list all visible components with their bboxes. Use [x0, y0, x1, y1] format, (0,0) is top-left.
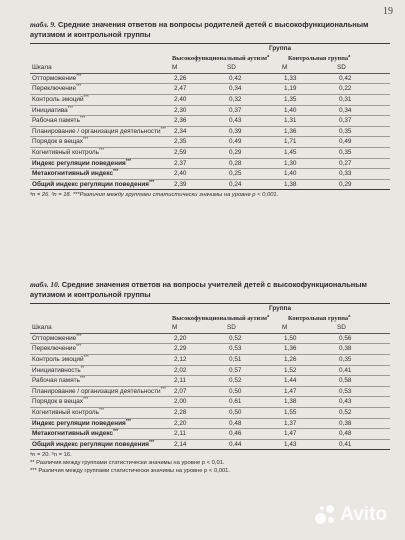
cell-sd2: 0,56 — [335, 333, 390, 344]
table-9-group-row — [30, 44, 390, 54]
cell-m1: 2,30 — [170, 105, 225, 116]
row-scale-name: Общий индекс регуляции поведения*** — [30, 179, 170, 190]
cell-m1: 2,11 — [170, 429, 225, 440]
cell-sd1: 0,52 — [225, 376, 280, 387]
cell-sd1: 0,50 — [225, 407, 280, 418]
table-9-group-header: Группа — [170, 44, 390, 54]
cell-m1: 2,00 — [170, 397, 225, 408]
row-scale-name: Инициативность** — [30, 365, 170, 376]
cell-sd2: 0,53 — [335, 386, 390, 397]
table-row — [30, 169, 390, 180]
cell-sd2: 0,41 — [335, 365, 390, 376]
cell-m2: 1,47 — [280, 429, 335, 440]
cell-m2: 1,71 — [280, 137, 335, 148]
table-row — [30, 158, 390, 169]
row-scale-name: Рабочая память*** — [30, 376, 170, 387]
table-10-label: табл. 10. — [30, 280, 60, 289]
row-scale-name: Когнитивный контроль*** — [30, 147, 170, 158]
cell-sd1: 0,61 — [225, 397, 280, 408]
cell-m2: 1,55 — [280, 407, 335, 418]
cell-sd2: 0,35 — [335, 126, 390, 137]
cell-sd2: 0,33 — [335, 169, 390, 180]
table-10-col-scale: Шкала — [30, 323, 170, 333]
cell-m2: 1,47 — [280, 386, 335, 397]
table-9 — [30, 20, 390, 200]
table-10-col-sd-ctrl: SD — [335, 323, 390, 333]
cell-sd2: 0,41 — [335, 439, 390, 450]
cell-sd2: 0,38 — [335, 344, 390, 355]
table-row — [30, 179, 390, 190]
table-10-col-m-hfa: М — [170, 323, 225, 333]
cell-sd2: 0,48 — [335, 429, 390, 440]
cell-m1: 2,28 — [170, 407, 225, 418]
table-10-column-header-row — [30, 323, 390, 333]
table-row — [30, 147, 390, 158]
table-9-grid — [30, 43, 390, 190]
table-10-note-1: ᵃn = 20. ᵇn = 16. — [30, 452, 72, 459]
cell-m1: 2,29 — [170, 344, 225, 355]
cell-m1: 2,40 — [170, 169, 225, 180]
table-row — [30, 418, 390, 429]
table-9-column-header-row — [30, 63, 390, 73]
cell-sd1: 0,52 — [225, 333, 280, 344]
row-scale-name: Индекс регуляции поведения*** — [30, 158, 170, 169]
cell-m2: 1,33 — [280, 73, 335, 84]
cell-m2: 1,37 — [280, 418, 335, 429]
table-10-note — [30, 452, 390, 475]
table-10-caption — [30, 280, 390, 299]
table-10-group-row — [30, 304, 390, 314]
row-scale-name: Индекс регуляции поведения*** — [30, 418, 170, 429]
cell-sd1: 0,37 — [225, 105, 280, 116]
cell-m1: 2,36 — [170, 116, 225, 127]
cell-sd2: 0,38 — [335, 418, 390, 429]
cell-sd1: 0,53 — [225, 344, 280, 355]
cell-m2: 1,38 — [280, 179, 335, 190]
cell-sd1: 0,50 — [225, 386, 280, 397]
cell-m1: 2,11 — [170, 376, 225, 387]
cell-m1: 2,47 — [170, 84, 225, 95]
cell-m1: 2,14 — [170, 439, 225, 450]
cell-sd1: 0,42 — [225, 73, 280, 84]
table-9-note: ᵃn = 26. ᵇn = 18. ***Различия между группами статистически значимы на уровне p < 0,001. — [30, 192, 279, 199]
row-scale-name: Когнитивный контроль*** — [30, 407, 170, 418]
table-row — [30, 397, 390, 408]
row-scale-name: Рабочая память*** — [30, 116, 170, 127]
cell-m1: 2,02 — [170, 365, 225, 376]
table-10-note-2: ** Различия между группами статистически значимы на уровне p < 0,01. — [30, 459, 225, 466]
table-10-body — [30, 333, 390, 450]
cell-sd2: 0,52 — [335, 407, 390, 418]
cell-sd1: 0,34 — [225, 84, 280, 95]
table-10-col-m-ctrl: М — [280, 323, 335, 333]
table-10 — [30, 280, 390, 475]
table-row — [30, 73, 390, 84]
table-9-col-scale: Шкала — [30, 63, 170, 73]
cell-m1: 2,37 — [170, 158, 225, 169]
cell-m2: 1,30 — [280, 158, 335, 169]
cell-sd2: 0,58 — [335, 376, 390, 387]
cell-m2: 1,44 — [280, 376, 335, 387]
row-scale-name: Переключение*** — [30, 344, 170, 355]
cell-sd2: 0,27 — [335, 158, 390, 169]
avito-logo-icon — [315, 504, 337, 526]
cell-m2: 1,38 — [280, 397, 335, 408]
table-10-note-3: *** Различия между группами статистически значимы на уровне p < 0,001. — [30, 467, 231, 474]
table-10-grid — [30, 303, 390, 450]
cell-sd2: 0,22 — [335, 84, 390, 95]
cell-m2: 1,35 — [280, 94, 335, 105]
page-number: 19 — [383, 6, 393, 17]
table-9-col-sd-ctrl: SD — [335, 63, 390, 73]
cell-m2: 1,52 — [280, 365, 335, 376]
cell-sd2: 0,35 — [335, 147, 390, 158]
table-9-body — [30, 73, 390, 190]
cell-m1: 2,59 — [170, 147, 225, 158]
cell-m2: 1,19 — [280, 84, 335, 95]
table-9-control-header: Контрольная группа$^a$ — [288, 52, 351, 62]
row-scale-name: Планирование / организация деятельности*** — [30, 386, 170, 397]
avito-watermark — [315, 504, 387, 526]
row-scale-name: Инициатива*** — [30, 105, 170, 116]
cell-sd1: 0,25 — [225, 169, 280, 180]
cell-sd2: 0,49 — [335, 137, 390, 148]
row-scale-name: Переключение*** — [30, 84, 170, 95]
table-10-group-header: Группа — [170, 304, 390, 314]
avito-watermark-text: Avito — [340, 504, 387, 525]
cell-m2: 1,31 — [280, 116, 335, 127]
row-scale-name: Контроль эмоций*** — [30, 354, 170, 365]
table-9-hfa-header: Высокофункциональный аутизм$^a$ — [172, 52, 270, 62]
cell-m1: 2,20 — [170, 333, 225, 344]
cell-m2: 1,40 — [280, 169, 335, 180]
cell-sd2: 0,29 — [335, 179, 390, 190]
cell-sd1: 0,49 — [225, 137, 280, 148]
row-scale-name: Метакогнитивный индекс*** — [30, 169, 170, 180]
cell-m2: 1,40 — [280, 105, 335, 116]
cell-sd1: 0,48 — [225, 418, 280, 429]
cell-m1: 2,35 — [170, 137, 225, 148]
cell-sd1: 0,39 — [225, 126, 280, 137]
cell-sd1: 0,28 — [225, 158, 280, 169]
cell-m1: 2,34 — [170, 126, 225, 137]
cell-sd2: 0,43 — [335, 397, 390, 408]
cell-sd2: 0,31 — [335, 94, 390, 105]
row-scale-name: Отторможение*** — [30, 333, 170, 344]
table-9-caption — [30, 20, 390, 39]
table-row — [30, 429, 390, 440]
cell-sd1: 0,43 — [225, 116, 280, 127]
table-10-control-header: Контрольная группа$^a$ — [288, 312, 351, 322]
table-9-label: табл. 9. — [30, 20, 56, 29]
table-9-col-m-ctrl: М — [280, 63, 335, 73]
cell-m1: 2,26 — [170, 73, 225, 84]
table-row — [30, 439, 390, 450]
row-scale-name: Порядок в вещах*** — [30, 397, 170, 408]
row-scale-name: Контроль эмоций*** — [30, 94, 170, 105]
table-row — [30, 137, 390, 148]
table-10-hfa-header: Высокофункциональный аутизм$^a$ — [172, 312, 270, 322]
cell-sd2: 0,35 — [335, 354, 390, 365]
cell-m2: 1,43 — [280, 439, 335, 450]
row-scale-name: Метакогнитивный индекс*** — [30, 429, 170, 440]
cell-m1: 2,39 — [170, 179, 225, 190]
cell-sd2: 0,42 — [335, 73, 390, 84]
cell-sd1: 0,29 — [225, 147, 280, 158]
table-row — [30, 333, 390, 344]
cell-sd2: 0,34 — [335, 105, 390, 116]
cell-sd1: 0,46 — [225, 429, 280, 440]
table-row — [30, 407, 390, 418]
table-9-col-m-hfa: М — [170, 63, 225, 73]
table-10-subheader-row — [30, 314, 390, 324]
row-scale-name: Общий индекс регуляции поведения*** — [30, 439, 170, 450]
cell-sd2: 0,37 — [335, 116, 390, 127]
cell-m2: 1,36 — [280, 126, 335, 137]
cell-m1: 2,07 — [170, 386, 225, 397]
row-scale-name: Планирование / организация деятельности*** — [30, 126, 170, 137]
cell-sd1: 0,44 — [225, 439, 280, 450]
cell-m2: 1,26 — [280, 354, 335, 365]
cell-m1: 2,40 — [170, 94, 225, 105]
table-10-col-sd-hfa: SD — [225, 323, 280, 333]
cell-sd1: 0,51 — [225, 354, 280, 365]
cell-m2: 1,45 — [280, 147, 335, 158]
table-row — [30, 376, 390, 387]
table-row — [30, 116, 390, 127]
row-scale-name: Отторможение*** — [30, 73, 170, 84]
table-9-col-sd-hfa: SD — [225, 63, 280, 73]
table-10-title: Средние значения ответов на вопросы учителей детей с высокофункциональным аутизмом и контрольной группы — [30, 280, 367, 299]
cell-sd1: 0,24 — [225, 179, 280, 190]
cell-m2: 1,50 — [280, 333, 335, 344]
cell-m1: 2,20 — [170, 418, 225, 429]
table-9-title: Средние значения ответов на вопросы родителей детей с высокофункциональным аутизмом и контрольной группы — [30, 20, 369, 39]
table-row — [30, 94, 390, 105]
cell-sd1: 0,32 — [225, 94, 280, 105]
cell-m2: 1,36 — [280, 344, 335, 355]
cell-m1: 2,12 — [170, 354, 225, 365]
table-9-subheader-row — [30, 54, 390, 64]
cell-sd1: 0,57 — [225, 365, 280, 376]
row-scale-name: Порядок в вещах*** — [30, 137, 170, 148]
